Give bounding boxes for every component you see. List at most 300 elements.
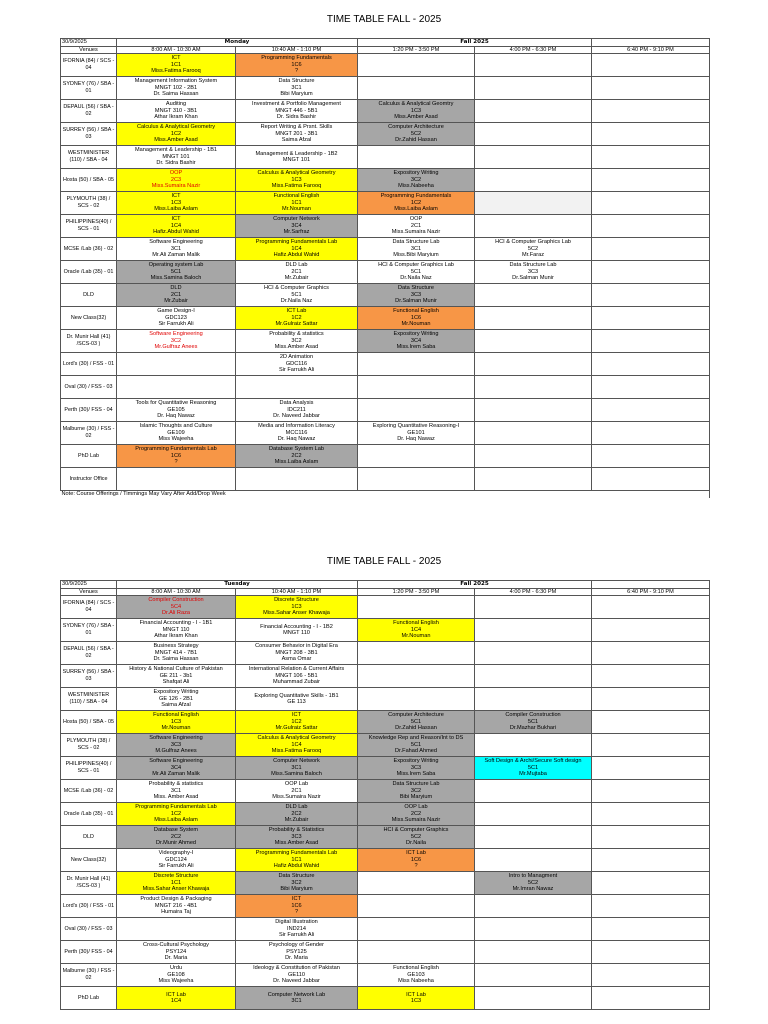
class-line: Software Engineering	[149, 735, 203, 742]
instructor-name: Shafqat Ali	[162, 679, 190, 686]
class-line: 2C1	[291, 268, 302, 275]
class-slot[interactable]	[117, 215, 236, 238]
instructor-name: Dr. Saima Hassan	[153, 91, 199, 98]
empty-slot	[592, 596, 710, 619]
instructor-name: Dr.Salman Munir	[395, 298, 437, 305]
class-slot[interactable]	[358, 215, 475, 238]
class-line: 5C2	[410, 130, 422, 137]
empty-slot	[358, 596, 475, 619]
class-slot[interactable]	[358, 123, 475, 146]
instructor-name: Miss.Sumaira Nazir	[391, 817, 441, 824]
class-slot[interactable]	[358, 284, 475, 307]
venue-row	[61, 307, 710, 330]
class-slot[interactable]	[117, 964, 236, 987]
class-line: OOP Lab	[284, 781, 309, 788]
class-slot[interactable]	[117, 261, 236, 284]
class-slot[interactable]	[236, 826, 358, 849]
instructor-name: Dr.Munir Ahmed	[155, 840, 197, 847]
class-slot[interactable]	[117, 895, 236, 918]
class-line: 5C1	[410, 718, 422, 725]
class-line: Data Structure Lab	[392, 239, 440, 246]
class-slot[interactable]	[475, 238, 592, 261]
class-line: 5C1	[410, 741, 422, 748]
class-slot[interactable]	[117, 757, 236, 780]
class-line: 3C2	[410, 787, 422, 794]
empty-slot	[475, 468, 592, 491]
venue-name: Hosta (50) / SBA - 05	[61, 711, 117, 734]
instructor-name: Miss.Bibi Maryium	[393, 252, 439, 259]
empty-slot	[358, 54, 475, 77]
class-slot[interactable]	[358, 734, 475, 757]
class-slot[interactable]	[117, 642, 236, 665]
term-heading: Fall 2025	[358, 581, 592, 589]
instructor-name: ?	[414, 863, 418, 870]
class-slot[interactable]	[358, 330, 475, 353]
class-slot[interactable]	[236, 596, 358, 619]
class-slot[interactable]	[358, 826, 475, 849]
class-line: Media and Information Literacy	[258, 423, 335, 430]
venues-label: Venues	[61, 588, 117, 596]
class-slot[interactable]	[358, 619, 475, 642]
instructor-name: Miss Nabeeha	[398, 978, 434, 985]
empty-slot	[592, 987, 710, 1010]
class-slot[interactable]	[236, 780, 358, 803]
class-line: International Relation & Current Affairs	[248, 666, 345, 673]
class-slot[interactable]	[117, 399, 236, 422]
empty-slot	[592, 849, 710, 872]
instructor-name: Sir Farrukh Ali	[278, 932, 315, 939]
empty-slot	[592, 941, 710, 964]
class-slot[interactable]	[236, 100, 358, 123]
class-slot[interactable]	[117, 77, 236, 100]
class-slot[interactable]	[117, 596, 236, 619]
empty-slot	[475, 169, 592, 192]
class-slot[interactable]	[236, 215, 358, 238]
class-line: 5C2	[410, 833, 422, 840]
venue-name: WESTMINISTER (110) / SBA - 04	[61, 146, 117, 169]
class-line: 3C1	[291, 998, 302, 1005]
venue-row	[61, 353, 710, 376]
class-line: DLD	[170, 285, 182, 292]
day-heading: Monday	[117, 39, 358, 47]
venue-row	[61, 688, 710, 711]
class-line: 3C2	[291, 337, 302, 344]
class-slot[interactable]	[117, 826, 236, 849]
class-slot[interactable]	[475, 192, 592, 215]
venue-name: Lord's (30) / FSS - 01	[61, 353, 117, 376]
class-line: Discrete Structure	[274, 597, 319, 604]
class-slot[interactable]	[475, 261, 592, 284]
class-slot[interactable]	[236, 284, 358, 307]
class-slot[interactable]	[358, 261, 475, 284]
class-slot[interactable]	[117, 123, 236, 146]
class-line: Report Writing & Prsnt. Skills	[260, 124, 333, 131]
instructor-name: Miss.Sumaira Nazir	[272, 794, 321, 801]
class-line: MNGT 446 - 5B1	[275, 107, 318, 114]
class-slot[interactable]	[117, 284, 236, 307]
venue-name: Dr. Munir Hall (41) /SCS-03 )	[61, 872, 117, 895]
instructor-name: Hafiz.Abdul Wahid	[153, 229, 199, 236]
class-slot[interactable]	[117, 100, 236, 123]
venue-name: PhD Lab	[61, 987, 117, 1010]
class-line: Compiler Construction	[148, 597, 204, 604]
venue-name: IFORNIA (84) / SCS - 04	[61, 54, 117, 77]
date-cell: 30/9/2025	[61, 39, 117, 47]
empty-slot	[358, 918, 475, 941]
empty-slot	[475, 284, 592, 307]
class-slot[interactable]	[117, 169, 236, 192]
slot-header-row	[61, 588, 710, 596]
class-slot[interactable]	[117, 238, 236, 261]
venue-row	[61, 757, 710, 780]
venue-row	[61, 238, 710, 261]
class-line: GDC124	[165, 856, 187, 863]
empty-slot	[592, 964, 710, 987]
class-slot[interactable]	[236, 688, 358, 711]
empty-slot	[592, 284, 710, 307]
class-slot[interactable]	[117, 872, 236, 895]
class-slot[interactable]	[236, 54, 358, 77]
class-slot[interactable]	[236, 964, 358, 987]
class-line: Computer Architecture	[388, 712, 444, 719]
class-line: 1C2	[410, 199, 422, 206]
class-slot[interactable]	[236, 261, 358, 284]
class-line: 3C4	[170, 764, 182, 771]
class-line: DLD Lab	[285, 804, 308, 811]
instructor-name: Miss.Sahar Anser Khawaja	[142, 886, 210, 893]
class-line: Functional English	[273, 193, 320, 200]
class-slot[interactable]	[236, 803, 358, 826]
class-slot[interactable]	[117, 445, 236, 468]
class-slot[interactable]	[236, 330, 358, 353]
class-line: GDC123	[165, 314, 187, 321]
class-line: ICT	[171, 193, 181, 200]
venue-row	[61, 468, 710, 491]
class-slot[interactable]	[475, 711, 592, 734]
class-line: Ideology & Constitution of Pakistan	[253, 965, 340, 972]
venue-name: Oval (30) / FSS - 03	[61, 918, 117, 941]
venue-row	[61, 596, 710, 619]
class-line: MNGT 101	[282, 157, 311, 164]
class-line: MNGT 101	[162, 153, 190, 160]
class-slot[interactable]	[117, 665, 236, 688]
empty-slot	[592, 642, 710, 665]
class-slot[interactable]	[117, 619, 236, 642]
empty-slot	[475, 780, 592, 803]
class-line: Intro to Managment	[508, 873, 558, 880]
venue-name: Oracle /Lab (35) - 01	[61, 803, 117, 826]
class-line: Calculus & Analytical Geometry	[257, 735, 336, 742]
instructor-name: Dr.Naila Naz	[400, 275, 432, 282]
class-line: MNGT 110	[162, 626, 190, 633]
empty-slot	[117, 376, 236, 399]
class-line: 1C2	[170, 130, 182, 137]
class-line: PSY125	[286, 948, 307, 955]
empty-slot	[358, 376, 475, 399]
class-slot[interactable]	[236, 711, 358, 734]
class-slot[interactable]	[236, 146, 358, 169]
class-line: 2C2	[291, 452, 302, 459]
instructor-name: Dr. Saima Hassan	[153, 656, 199, 663]
empty-slot	[592, 54, 710, 77]
class-line: GE 211 - 3b1	[159, 672, 193, 679]
venue-row	[61, 987, 710, 1010]
class-slot[interactable]	[358, 711, 475, 734]
class-line: 1C3	[291, 603, 302, 610]
instructor-name: Humaira Taj	[161, 909, 191, 916]
class-line: 5C1	[170, 268, 182, 275]
instructor-name: Mr.Mujtaba	[519, 771, 547, 778]
instructor-name: Athar Ikram Khan	[154, 114, 198, 121]
class-line: Expository Writing	[153, 689, 199, 696]
instructor-name: Mr.Imran Nawaz	[512, 886, 554, 893]
empty-slot	[592, 711, 710, 734]
class-slot[interactable]	[236, 399, 358, 422]
class-line: ICT Lab	[286, 308, 307, 315]
instructor-name: Mr.Nouman	[401, 633, 431, 640]
class-line: Investment & Portfolio Management	[252, 101, 341, 108]
empty-slot	[592, 619, 710, 642]
class-slot[interactable]	[236, 307, 358, 330]
class-slot[interactable]	[358, 238, 475, 261]
instructor-name: Miss.Laiba Aslam	[274, 459, 319, 466]
class-line: 1C6	[291, 61, 302, 68]
empty-slot	[475, 123, 592, 146]
class-slot[interactable]	[117, 54, 236, 77]
class-line: GE 113	[287, 699, 306, 706]
class-slot[interactable]	[236, 169, 358, 192]
class-slot[interactable]	[236, 734, 358, 757]
class-line: Exploring Quantitative Skills - 1B1	[254, 692, 339, 699]
venue-name: Instructor Office	[61, 468, 117, 491]
instructor-name: Dr. Sidra Bashir	[156, 160, 196, 167]
class-line: 1C4	[410, 626, 422, 633]
class-slot[interactable]	[117, 734, 236, 757]
class-line: Probability & statistics	[269, 331, 324, 338]
class-slot[interactable]	[236, 918, 358, 941]
empty-slot	[592, 146, 710, 169]
venue-row	[61, 619, 710, 642]
class-line: ICT	[291, 712, 301, 719]
empty-slot	[592, 353, 710, 376]
class-slot[interactable]	[117, 987, 236, 1010]
class-line: 3C3	[170, 741, 182, 748]
venue-row	[61, 665, 710, 688]
class-slot[interactable]	[358, 100, 475, 123]
class-line: 2C2	[170, 833, 182, 840]
class-slot[interactable]	[358, 169, 475, 192]
class-slot[interactable]	[117, 803, 236, 826]
empty-slot	[592, 757, 710, 780]
empty-slot	[592, 780, 710, 803]
empty-slot	[592, 688, 710, 711]
class-line: Programming Fundamentals Lab	[135, 804, 217, 811]
page-title: TIME TABLE FALL - 2025	[326, 556, 442, 567]
class-slot[interactable]	[236, 77, 358, 100]
class-line: Auditing	[165, 101, 187, 108]
venue-row	[61, 54, 710, 77]
empty-slot	[475, 665, 592, 688]
empty-slot	[592, 734, 710, 757]
instructor-name: Mr.Zubair	[284, 817, 309, 824]
instructor-name: Miss.Sahar Anser Khawaja	[263, 610, 330, 617]
class-slot[interactable]	[358, 422, 475, 445]
class-slot[interactable]	[236, 445, 358, 468]
timetable-monday	[60, 38, 710, 498]
venue-name: DEPAUL (56) / SBA - 02	[61, 642, 117, 665]
class-line: Data Structure Lab	[509, 262, 557, 269]
class-line: GE109	[167, 429, 185, 436]
class-line: OOP	[409, 216, 423, 223]
class-line: Management & Leadership - 1B1	[134, 147, 218, 154]
class-slot[interactable]	[358, 964, 475, 987]
class-slot[interactable]	[117, 307, 236, 330]
instructor-name: Mr.Sarfraz	[283, 229, 310, 236]
class-slot[interactable]	[236, 665, 358, 688]
class-line: Probability & statistics	[148, 781, 204, 788]
class-slot[interactable]	[236, 619, 358, 642]
empty-slot	[358, 399, 475, 422]
class-line: 2C3	[170, 176, 182, 183]
instructor-name: Sir Farrukh Ali	[158, 321, 194, 328]
class-slot[interactable]	[236, 642, 358, 665]
class-slot[interactable]	[236, 895, 358, 918]
instructor-name: Dr.Fahad Ahmed	[395, 748, 437, 755]
empty-slot	[475, 941, 592, 964]
class-line: PSY124	[165, 948, 187, 955]
venue-row	[61, 918, 710, 941]
instructor-name: Dr. Maria	[285, 955, 308, 962]
class-line: GE103	[407, 971, 425, 978]
class-slot[interactable]	[236, 238, 358, 261]
instructor-name: Bibi Maryium	[280, 91, 313, 98]
empty-cell	[592, 39, 710, 47]
class-line: Islamic Thoughts and Culture	[139, 423, 213, 430]
empty-slot	[475, 399, 592, 422]
class-slot[interactable]	[117, 192, 236, 215]
class-slot[interactable]	[236, 422, 358, 445]
instructor-name: M.Gulfraz Anees	[155, 748, 197, 755]
class-slot[interactable]	[358, 987, 475, 1010]
time-slot: 10:40 AM - 1:10 PM	[236, 588, 358, 596]
instructor-name: Hafiz.Abdul Wahid	[273, 252, 320, 259]
class-line: 1C3	[291, 176, 302, 183]
class-slot[interactable]	[236, 987, 358, 1010]
venue-name: Malburne (30) / FSS - 02	[61, 422, 117, 445]
class-slot[interactable]	[358, 757, 475, 780]
time-slot: 10:40 AM - 1:10 PM	[236, 46, 358, 54]
class-line: Urdu	[169, 965, 183, 972]
instructor-name: Dr.Zahid Hassan	[395, 137, 437, 144]
venue-name: PHILIPPINES(40) / SCS - 01	[61, 757, 117, 780]
empty-slot	[592, 895, 710, 918]
venue-row	[61, 872, 710, 895]
class-slot[interactable]	[117, 422, 236, 445]
class-line: 3C2	[410, 176, 422, 183]
class-line: 1C4	[291, 245, 302, 252]
class-line: 3C3	[527, 268, 539, 275]
class-line: Discrete Structure	[153, 873, 199, 880]
instructor-name: Dr. Haq Nawaz	[157, 413, 195, 420]
venue-name: WESTMINISTER (110) / SBA - 04	[61, 688, 117, 711]
class-line: IDC211	[287, 406, 306, 413]
class-slot[interactable]	[236, 849, 358, 872]
venue-name: Perth (30)/ FSS - 04	[61, 399, 117, 422]
venue-name: PLYMOUTH (38) / SCS - 02	[61, 734, 117, 757]
class-slot[interactable]	[117, 688, 236, 711]
instructor-name: Miss Wajeeha	[158, 436, 194, 443]
class-line: Functional English	[393, 620, 439, 627]
time-slot: 6:40 PM - 9:10 PM	[592, 46, 710, 54]
class-slot[interactable]	[236, 123, 358, 146]
class-slot[interactable]	[358, 849, 475, 872]
class-slot[interactable]	[117, 711, 236, 734]
empty-slot	[475, 445, 592, 468]
instructor-name: Mr.Gulraiz Sattar	[275, 321, 318, 328]
venue-row	[61, 100, 710, 123]
timetable-tuesday	[60, 580, 710, 1010]
class-line: Software Engineering	[149, 331, 203, 338]
venue-row	[61, 849, 710, 872]
venue-row	[61, 215, 710, 238]
instructor-name: ?	[174, 459, 178, 466]
class-slot[interactable]	[236, 353, 358, 376]
class-slot[interactable]	[358, 192, 475, 215]
venue-name: Malburne (30) / FSS - 02	[61, 964, 117, 987]
time-slot: 4:00 PM - 6:30 PM	[475, 46, 592, 54]
class-line: ICT Lab	[406, 850, 426, 857]
class-slot[interactable]	[117, 849, 236, 872]
class-slot[interactable]	[236, 192, 358, 215]
class-slot[interactable]	[236, 872, 358, 895]
class-slot[interactable]	[236, 757, 358, 780]
instructor-name: Miss.Fatima Farooq	[151, 68, 201, 75]
venue-name: Hosta (50) / SBA - 05	[61, 169, 117, 192]
empty-slot	[592, 422, 710, 445]
class-line: Tools for Quantitative Reasoning	[135, 400, 217, 407]
instructor-name: Dr. Haq Nawaz	[397, 436, 435, 443]
empty-slot	[236, 468, 358, 491]
class-line: 1C4	[170, 222, 182, 229]
venue-name: Dr. Munir Hall (41) /SCS-03 )	[61, 330, 117, 353]
class-line: ICT	[171, 55, 181, 62]
class-slot[interactable]	[117, 780, 236, 803]
empty-slot	[592, 803, 710, 826]
instructor-name: Mr.Nouman	[282, 206, 311, 213]
class-slot[interactable]	[475, 872, 592, 895]
class-line: 2C1	[291, 787, 302, 794]
venue-row	[61, 77, 710, 100]
class-line: GE110	[288, 971, 305, 978]
class-slot[interactable]	[358, 780, 475, 803]
class-slot[interactable]	[236, 941, 358, 964]
class-line: HCI & Computer Graphics Lab	[495, 239, 571, 246]
empty-slot	[236, 376, 358, 399]
empty-slot	[592, 100, 710, 123]
class-slot[interactable]	[117, 941, 236, 964]
class-line: 1C3	[170, 199, 182, 206]
class-slot[interactable]	[475, 757, 592, 780]
class-slot[interactable]	[117, 330, 236, 353]
class-slot[interactable]	[358, 803, 475, 826]
instructor-name: Miss.Samina Baloch	[271, 771, 322, 778]
venue-name: PHILIPPINES(40) / SCS - 01	[61, 215, 117, 238]
class-slot[interactable]	[358, 307, 475, 330]
empty-slot	[475, 422, 592, 445]
class-slot[interactable]	[117, 146, 236, 169]
empty-slot	[358, 665, 475, 688]
class-line: 1C1	[291, 199, 302, 206]
